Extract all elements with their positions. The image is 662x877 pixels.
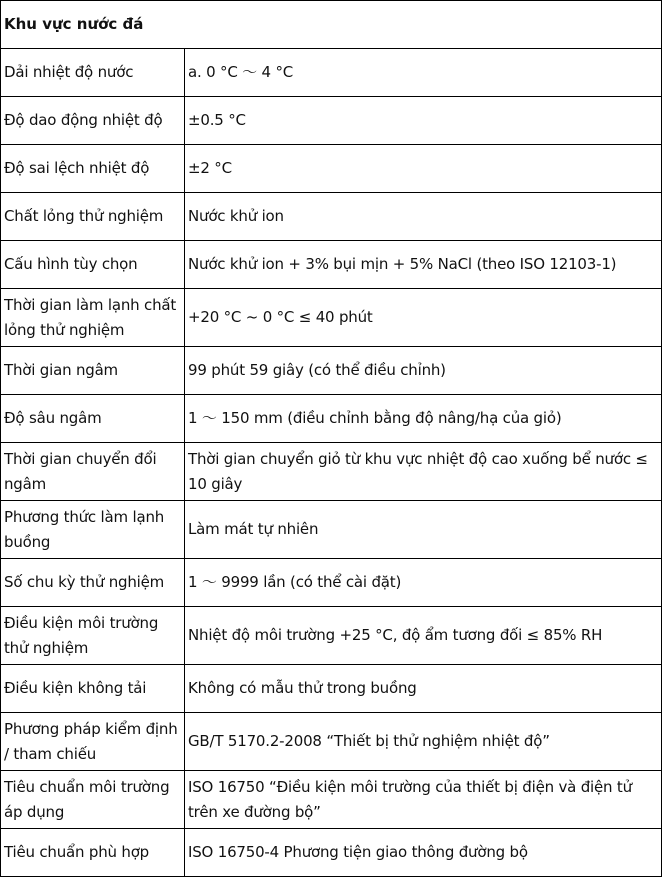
row-value: Không có mẫu thử trong buồng (185, 665, 662, 713)
table-header-row (1, 1, 662, 49)
row-value: ISO 16750 “Điều kiện môi trường của thiết bị điện và điện tử trên xe đường bộ” (185, 771, 662, 829)
row-value: 1 ～ 9999 lần (có thể cài đặt) (185, 559, 662, 607)
row-value: GB/T 5170.2-2008 “Thiết bị thử nghiệm nhiệt độ” (185, 713, 662, 771)
table-row (1, 289, 662, 347)
table-row (1, 771, 662, 829)
row-label: Tiêu chuẩn môi trường áp dụng (1, 771, 185, 829)
row-label: Điều kiện môi trường thử nghiệm (1, 607, 185, 665)
row-value: ±2 °C (185, 145, 662, 193)
row-label: Số chu kỳ thử nghiệm (1, 559, 185, 607)
row-value: a. 0 °C ～ 4 °C (185, 49, 662, 97)
row-label: Thời gian ngâm (1, 347, 185, 395)
table-row (1, 97, 662, 145)
row-label: Phương pháp kiểm định / tham chiếu (1, 713, 185, 771)
row-value: Nước khử ion (185, 193, 662, 241)
table-row (1, 145, 662, 193)
row-label: Thời gian làm lạnh chất lỏng thử nghiệm (1, 289, 185, 347)
row-value: ±0.5 °C (185, 97, 662, 145)
table-row (1, 443, 662, 501)
row-label: Tiêu chuẩn phù hợp (1, 829, 185, 877)
row-label: Độ sâu ngâm (1, 395, 185, 443)
row-value: Làm mát tự nhiên (185, 501, 662, 559)
table-row (1, 395, 662, 443)
row-label: Độ dao động nhiệt độ (1, 97, 185, 145)
row-value: Nước khử ion + 3% bụi mịn + 5% NaCl (theo ISO 12103-1) (185, 241, 662, 289)
row-label: Chất lỏng thử nghiệm (1, 193, 185, 241)
table-row (1, 241, 662, 289)
table-row (1, 193, 662, 241)
row-label: Phương thức làm lạnh buồng (1, 501, 185, 559)
row-label: Điều kiện không tải (1, 665, 185, 713)
table-title: Khu vực nước đá (1, 1, 662, 49)
table-row (1, 49, 662, 97)
row-label: Cấu hình tùy chọn (1, 241, 185, 289)
table-row (1, 607, 662, 665)
row-value: 1 ～ 150 mm (điều chỉnh bằng độ nâng/hạ của giỏ) (185, 395, 662, 443)
row-label: Độ sai lệch nhiệt độ (1, 145, 185, 193)
row-value: Nhiệt độ môi trường +25 °C, độ ẩm tương đối ≤ 85% RH (185, 607, 662, 665)
row-label: Thời gian chuyển đổi ngâm (1, 443, 185, 501)
row-value: +20 °C ~ 0 °C ≤ 40 phút (185, 289, 662, 347)
row-value: ISO 16750-4 Phương tiện giao thông đường bộ (185, 829, 662, 877)
table-row (1, 347, 662, 395)
table-row (1, 665, 662, 713)
table-row (1, 829, 662, 877)
table-row (1, 559, 662, 607)
row-value: Thời gian chuyển giỏ từ khu vực nhiệt độ cao xuống bể nước ≤ 10 giây (185, 443, 662, 501)
row-value: 99 phút 59 giây (có thể điều chỉnh) (185, 347, 662, 395)
table-row (1, 501, 662, 559)
row-label: Dải nhiệt độ nước (1, 49, 185, 97)
table-row (1, 713, 662, 771)
